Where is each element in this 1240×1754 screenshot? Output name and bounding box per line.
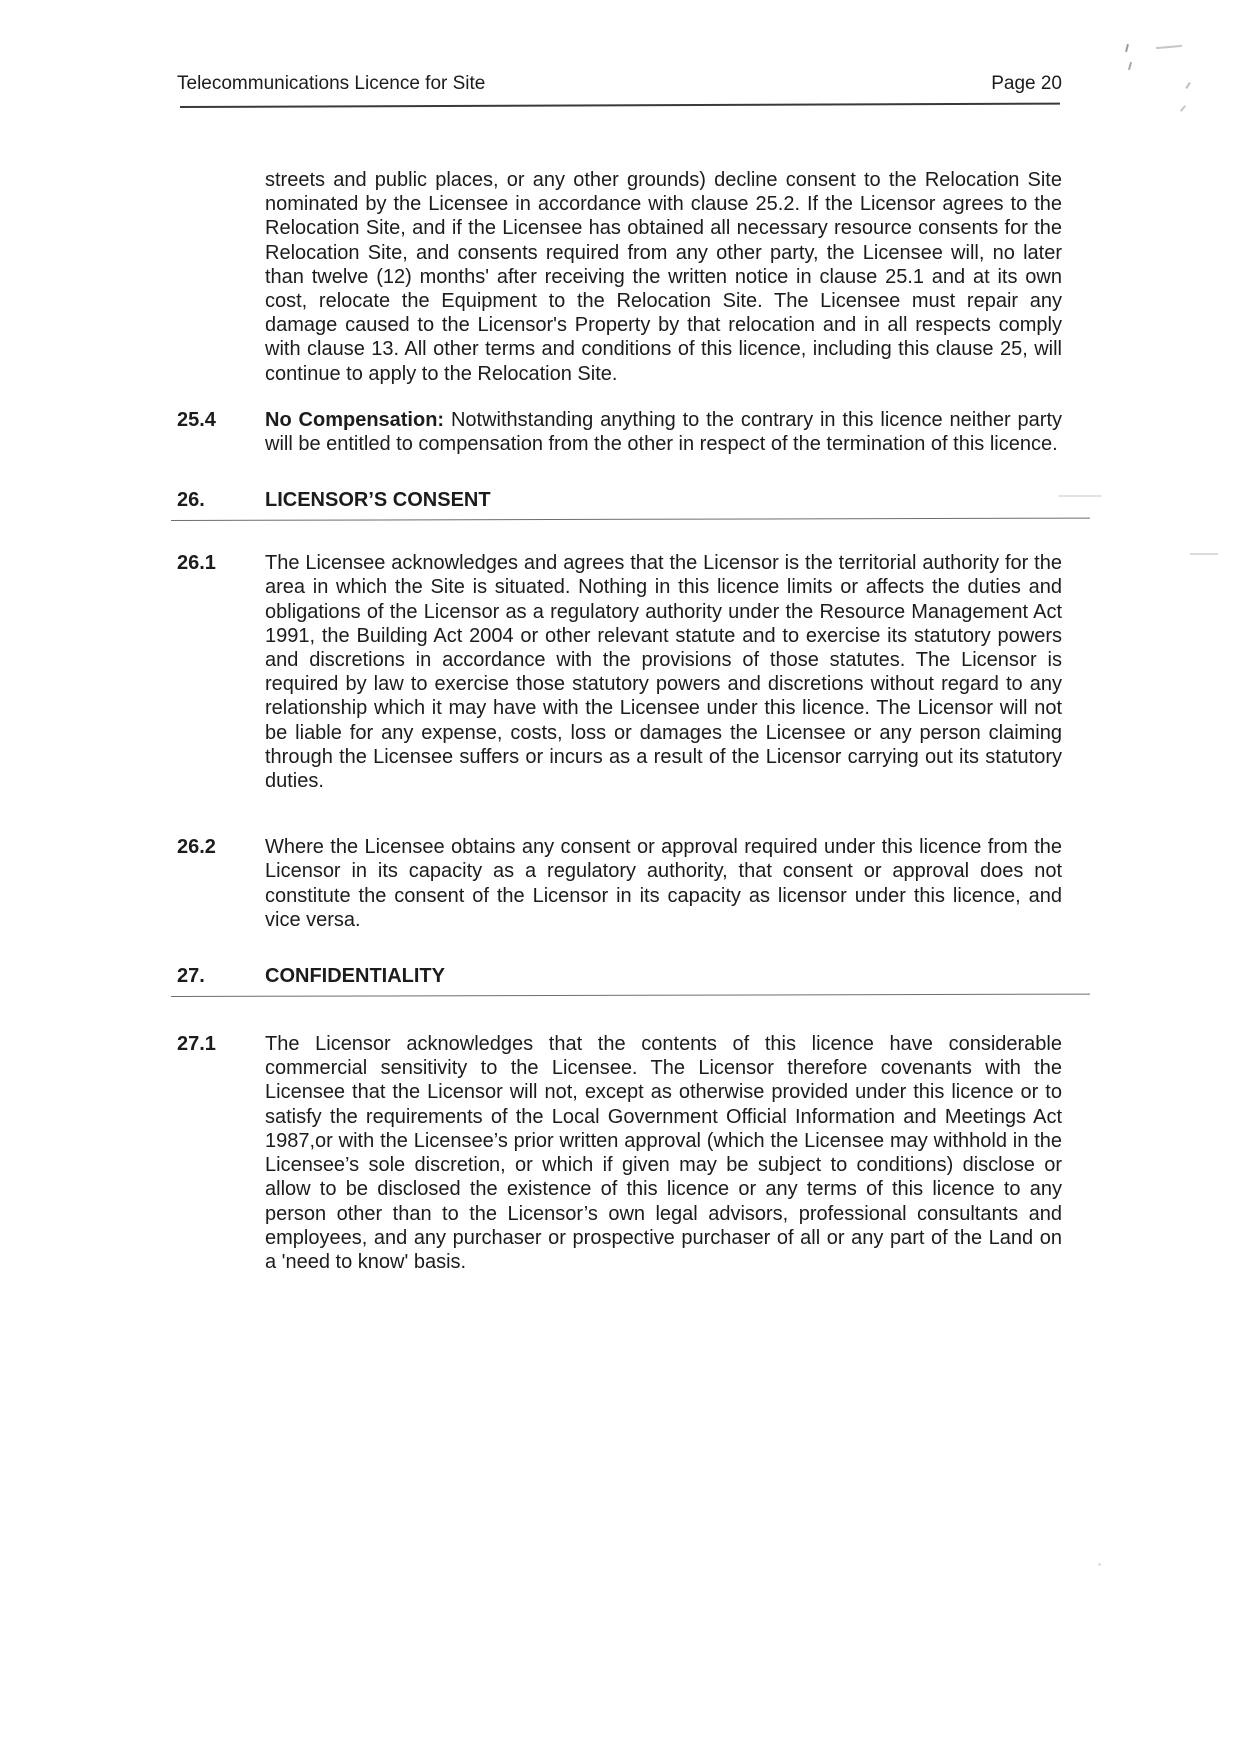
clause-26-2-number: 26.2	[177, 836, 216, 859]
clause-27-1-number: 27.1	[177, 1033, 216, 1056]
clause-26-1-number: 26.1	[177, 552, 216, 575]
clause-continuation-paragraph	[177, 168, 1062, 386]
section-26-number: 26.	[177, 489, 205, 512]
pen-mark	[1128, 62, 1132, 70]
section-26-heading	[177, 488, 1062, 512]
section-26-title: LICENSOR’S CONSENT	[265, 489, 491, 512]
section-26-rule	[171, 518, 1090, 521]
clause-25-4-lead: No Compensation:	[265, 408, 445, 431]
page-content	[177, 0, 1062, 1274]
page-number: Page 20	[991, 73, 1062, 94]
scan-smudge	[1190, 553, 1218, 555]
section-27-title: CONFIDENTIALITY	[265, 965, 445, 988]
pen-mark	[1125, 44, 1129, 52]
clause-25-4	[177, 408, 1062, 456]
clause-26-1-text: The Licensee acknowledges and agrees that the Licensor is the territorial authority for the area in which the Site is situated. Nothing in this licence limits or affects the duties and obligations of the Licensor as a regulatory authority under the Resource Management Act 1991, the Building Act 2004 or other relevant statute and to exercise its statutory powers and discretions in accordance with the provisions of those statutes. The Licensor is required by law to exercise those statutory powers and discretions without regard to any relationship which it may have with the Licensee under this licence. The Licensor will not be liable for any expense, costs, loss or damages the Licensee or any person claiming through the Licensee suffers or incurs as a result of the Licensor carrying out its statutory duties.	[265, 552, 1062, 793]
clause-26-2	[177, 835, 1062, 932]
clause-25-4-number: 25.4	[177, 408, 216, 431]
header-rule	[179, 103, 1059, 108]
pen-mark	[1156, 45, 1182, 49]
clause-25-4-body: Notwithstanding anything to the contrary in this licence neither party will be entitled to compensation from the other in respect of the termination of this licence.	[265, 408, 1062, 456]
clause-27-1	[177, 1032, 1062, 1274]
clause-continuation-text: streets and public places, or any other grounds) decline consent to the Relocation Site nominated by the Licensee in accordance with clause 25.2. If the Licensor agrees to the Relocation Site, and if the Licensee has obtained all necessary resource consents for the Relocation Site, and consents required from any other party, the Licensee will, no later than twelve (12) months' after receiving the written notice in clause 25.1 and at its own cost, relocate the Equipment to the Relocation Site. The Licensee must repair any damage caused to the Licensor's Property by that relocation and in all respects comply with clause 13. All other terms and conditions of this licence, including this clause 25, will continue to apply to the Relocation Site.	[265, 169, 1062, 385]
section-27-heading	[177, 964, 1062, 988]
document-title: Telecommunications Licence for Site	[177, 73, 486, 94]
pen-mark	[1180, 105, 1186, 112]
clause-25-4-text	[265, 408, 1062, 456]
pen-mark	[1185, 82, 1191, 89]
page-header	[177, 72, 1062, 96]
clause-26-2-text: Where the Licensee obtains any consent or approval required under this licence from the Licensor in its capacity as a regulatory authority, that consent or approval does not constitute the consent of the Licensor in its capacity as licensor under this licence, and vice versa.	[265, 836, 1062, 931]
scan-speck	[1098, 1563, 1101, 1566]
section-27-number: 27.	[177, 965, 205, 988]
clause-26-1	[177, 551, 1062, 793]
section-27-rule	[171, 994, 1090, 997]
clause-27-1-text: The Licensor acknowledges that the contents of this licence have considerable commercial sensitivity to the Licensee. The Licensor therefore covenants with the Licensee that the Licensor will not, except as otherwise provided under this licence or to satisfy the requirements of the Local Government Official Information and Meetings Act 1987,or with the Licensee’s prior written approval (which the Licensee may withhold in the Licensee’s sole discretion, or which if given may be subject to conditions) disclose or allow to be disclosed the existence of this licence or any terms of this licence to any person other than to the Licensor’s own legal advisors, professional consultants and employees, and any purchaser or prospective purchaser of all or any part of the Land on a 'need to know' basis.	[265, 1033, 1062, 1273]
clause-number-empty	[177, 168, 265, 386]
scan-smudge	[1058, 495, 1102, 497]
